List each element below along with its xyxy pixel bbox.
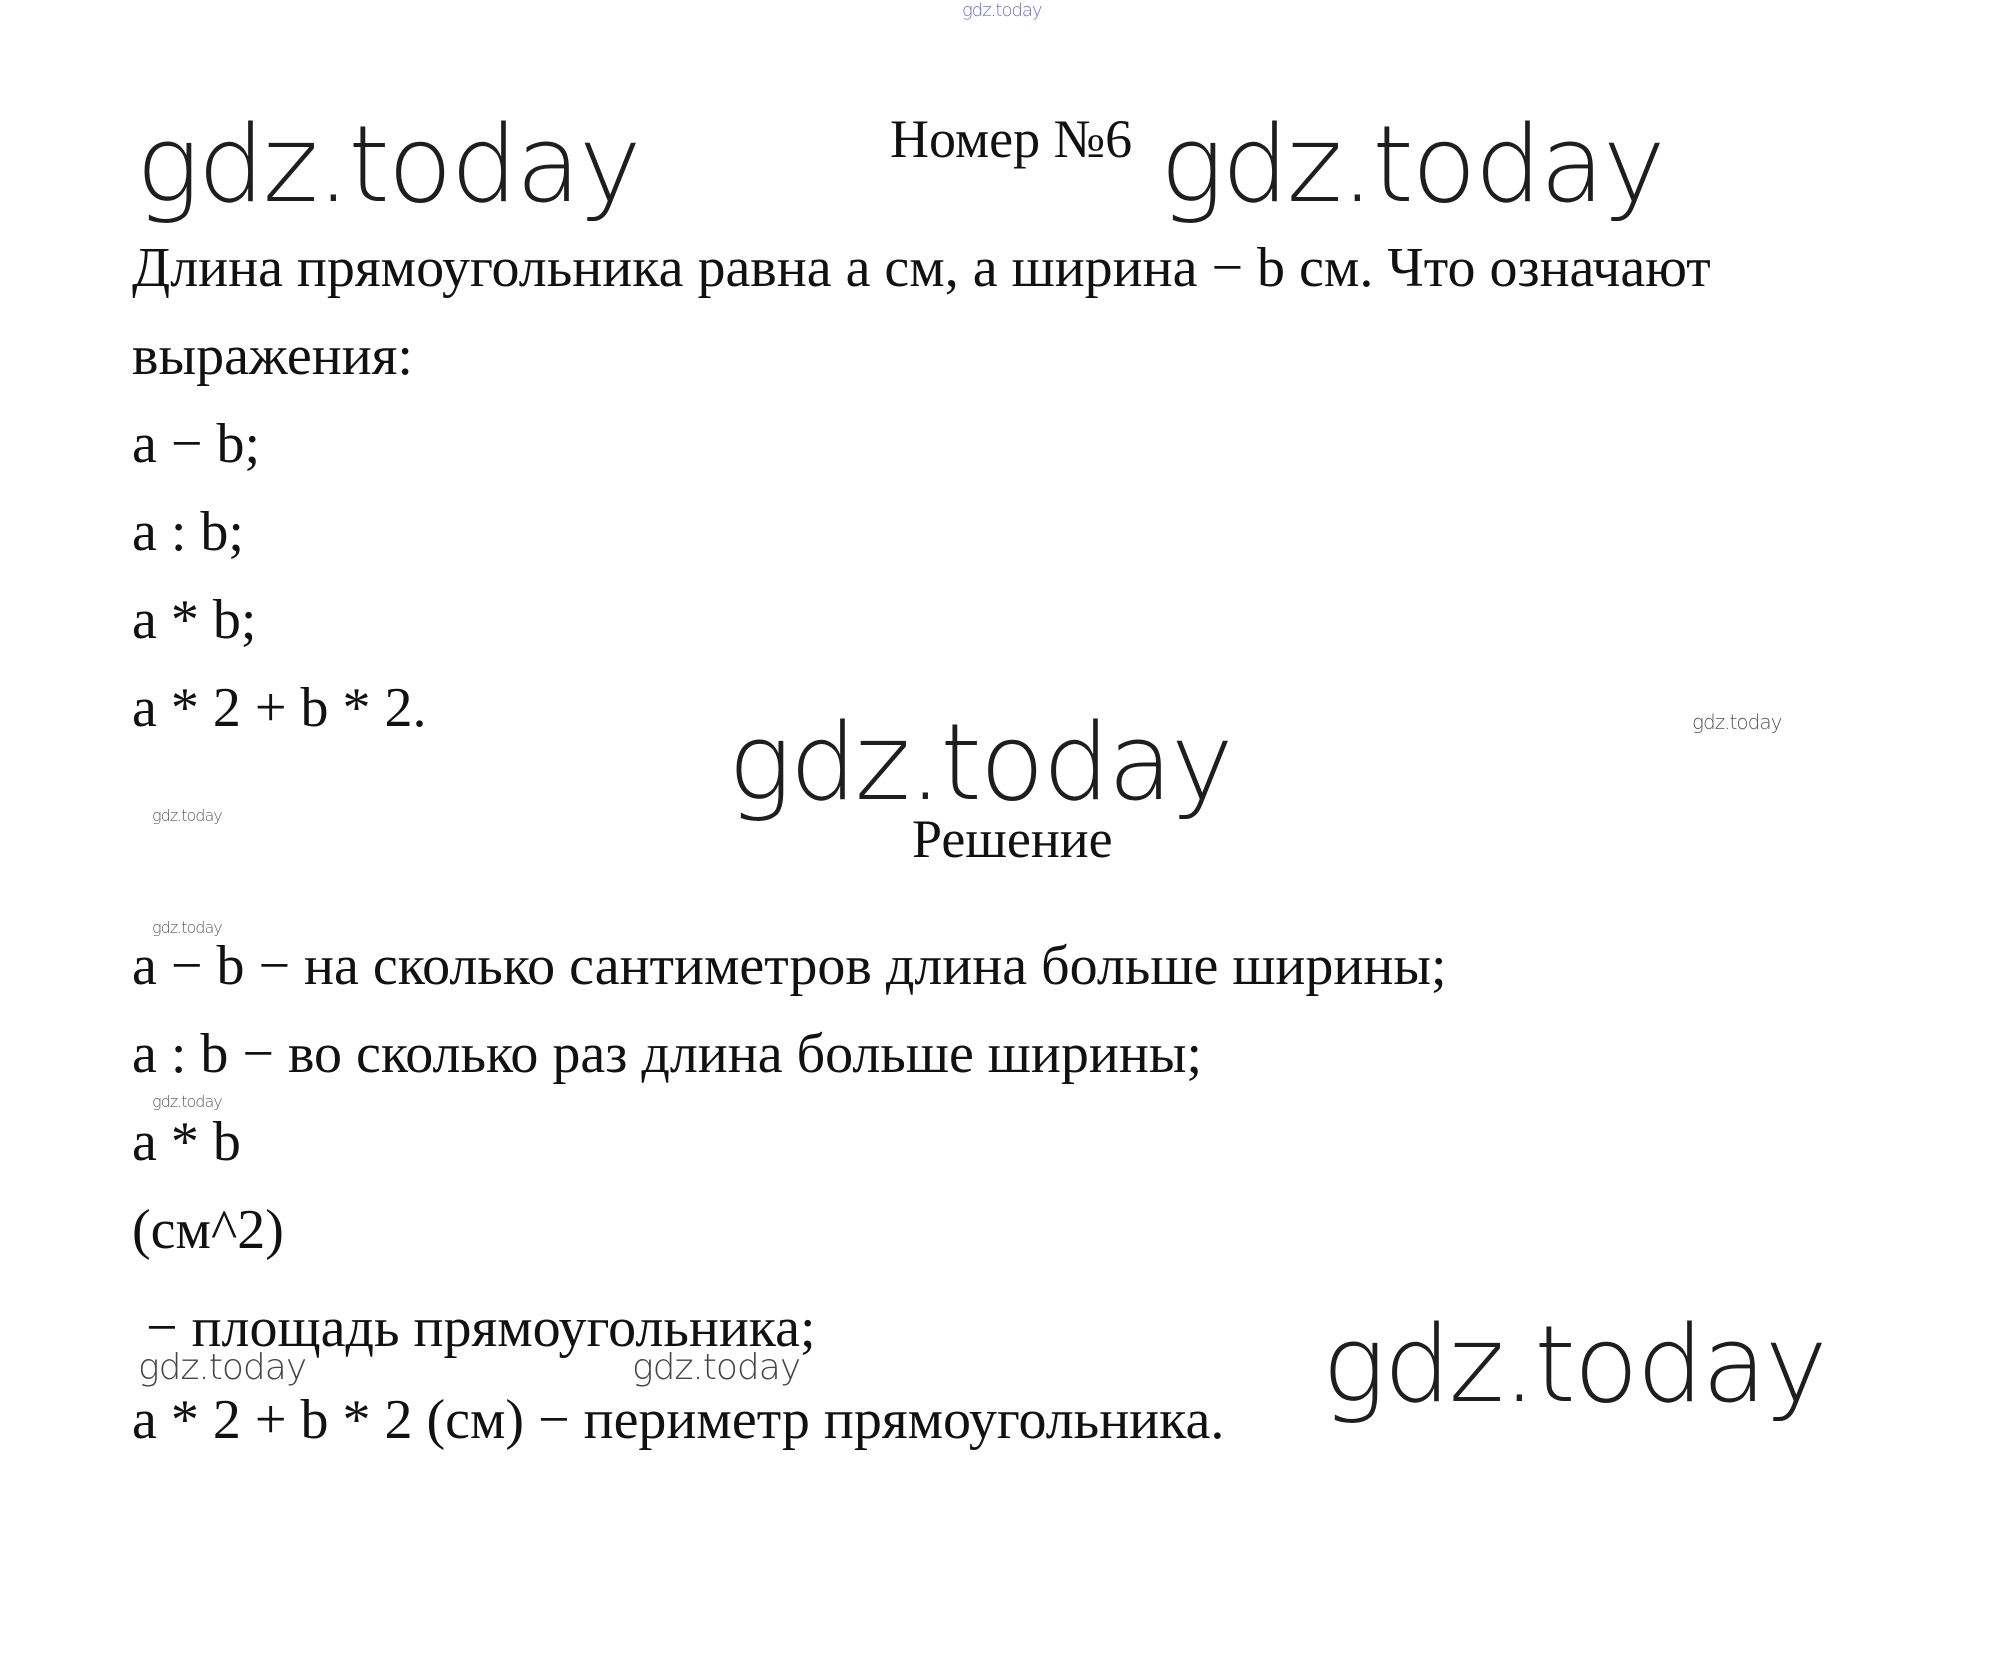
expression-2: a : b; <box>132 501 244 563</box>
expression-1: a − b; <box>132 413 260 475</box>
solution-line-1: a − b − на сколько сантиметров длина больше ширины; <box>132 935 1447 997</box>
solution-line-2: a : b − во сколько раз длина больше ширины; <box>132 1023 1203 1085</box>
watermark-large-top-left: gdz.today <box>136 103 640 226</box>
expression-3: a * b; <box>132 589 257 651</box>
watermark-large-top-right: gdz.today <box>1160 103 1664 226</box>
problem-title: Номер №6 <box>890 109 1133 169</box>
solution-line-6: a * 2 + b * 2 (см) − периметр прямоугольника. <box>132 1389 1225 1451</box>
problem-text-line-1: Длина прямоугольника равна a см, а ширина − b см. Что означают <box>132 237 1711 299</box>
expression-4: a * 2 + b * 2. <box>132 677 427 739</box>
solution-line-4: (см^2) <box>132 1199 284 1261</box>
watermark-small-right: gdz.today <box>1692 710 1782 734</box>
watermark-top: gdz.today <box>962 0 1042 21</box>
watermark-tiny-left-2: gdz.today <box>152 918 222 937</box>
watermark-large-center: gdz.today <box>728 701 1232 824</box>
solution-heading: Решение <box>912 809 1113 869</box>
problem-text-line-2: выражения: <box>132 325 413 387</box>
watermark-tiny-left-3: gdz.today <box>152 1092 222 1111</box>
solution-line-3: a * b <box>132 1111 241 1173</box>
watermark-large-bottom-right: gdz.today <box>1322 1303 1826 1426</box>
watermark-medium-left: gdz.today <box>138 1347 307 1388</box>
watermark-tiny-left-1: gdz.today <box>152 806 222 825</box>
watermark-medium-center: gdz.today <box>632 1347 801 1388</box>
solution-line-5: − площадь прямоугольника; <box>132 1297 816 1359</box>
